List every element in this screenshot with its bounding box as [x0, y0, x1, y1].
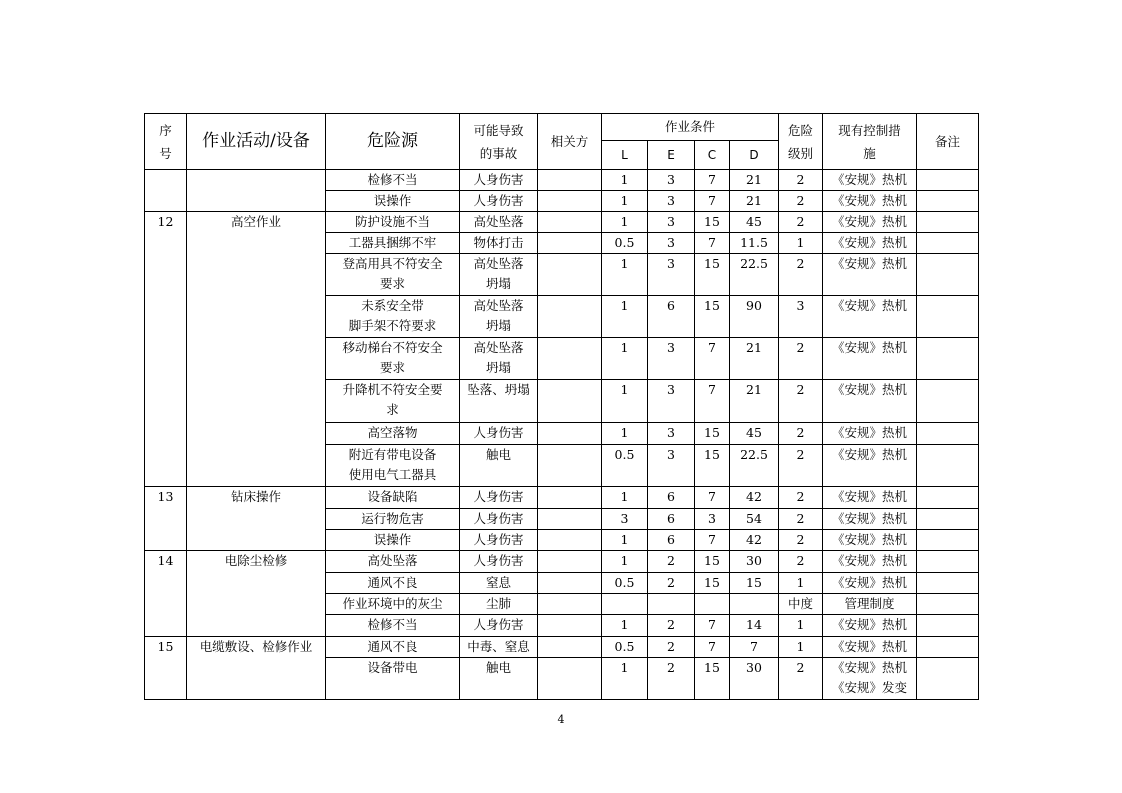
- hazard-cell-line: 误操作: [373, 193, 412, 208]
- party-cell: [538, 594, 602, 615]
- control-cell: [823, 191, 917, 212]
- control-cell-line: 管理制度: [844, 596, 895, 611]
- accident-cell-line: 人身伤害: [473, 489, 524, 504]
- remark-cell: [917, 487, 979, 509]
- hazard-cell: [326, 170, 460, 191]
- accident-cell-line: 触电: [485, 660, 511, 675]
- hazard-cell-line: 求: [386, 402, 399, 417]
- value-level-cell: 2: [779, 530, 823, 551]
- row-number: 12: [145, 212, 187, 487]
- value-c-cell: 15: [695, 573, 730, 594]
- accident-cell: [460, 423, 538, 445]
- hazard-cell-line: 防护设施不当: [354, 214, 430, 229]
- control-cell: [823, 637, 917, 658]
- value-d-cell: 7: [730, 637, 779, 658]
- row-number: 15: [145, 637, 187, 700]
- party-cell: [538, 658, 602, 700]
- table-header: [145, 114, 979, 170]
- accident-cell: [460, 573, 538, 594]
- value-c-cell: 7: [695, 487, 730, 509]
- value-e-cell: 3: [648, 445, 695, 487]
- page-number: 4: [557, 713, 565, 726]
- accident-cell: [460, 338, 538, 380]
- header-accident: 可能导致 的事故: [460, 114, 538, 170]
- value-l-cell: 1: [602, 423, 648, 445]
- hazard-cell-line: 检修不当: [367, 617, 418, 632]
- control-cell: [823, 212, 917, 233]
- value-l-cell: [602, 594, 648, 615]
- value-d-cell: 30: [730, 551, 779, 573]
- accident-cell: [460, 170, 538, 191]
- accident-cell-line: 人身伤害: [473, 425, 524, 440]
- control-cell-line: 《安规》热机: [832, 172, 908, 187]
- party-cell: [538, 191, 602, 212]
- value-c-cell: 7: [695, 530, 730, 551]
- control-cell: [823, 487, 917, 509]
- table-body: [145, 170, 979, 700]
- control-cell-line: 《安规》热机: [832, 575, 908, 590]
- control-cell: [823, 509, 917, 530]
- header-hazard: 危险源: [326, 114, 460, 170]
- party-cell: [538, 445, 602, 487]
- value-l-cell: 1: [602, 338, 648, 380]
- accident-cell-line: 坍塌: [485, 360, 511, 375]
- control-cell: [823, 594, 917, 615]
- accident-cell-line: 人身伤害: [473, 193, 524, 208]
- value-level-cell: 1: [779, 615, 823, 637]
- value-d-cell: 42: [730, 487, 779, 509]
- hazard-cell-line: 要求: [379, 360, 405, 375]
- control-cell: [823, 445, 917, 487]
- hazard-cell-line: 检修不当: [367, 172, 418, 187]
- value-d-cell: 22.5: [730, 445, 779, 487]
- value-level-cell: 2: [779, 445, 823, 487]
- value-d-cell: 21: [730, 338, 779, 380]
- value-d-cell: 45: [730, 423, 779, 445]
- accident-cell: [460, 380, 538, 423]
- header-l: L: [602, 141, 648, 170]
- control-cell: [823, 233, 917, 254]
- remark-cell: [917, 233, 979, 254]
- value-c-cell: 7: [695, 191, 730, 212]
- accident-cell-line: 人身伤害: [473, 172, 524, 187]
- value-level-cell: 2: [779, 658, 823, 700]
- accident-cell-line: 触电: [485, 447, 511, 462]
- control-cell: [823, 338, 917, 380]
- header-no: 序 号: [145, 114, 187, 170]
- control-cell: [823, 254, 917, 296]
- value-e-cell: 2: [648, 573, 695, 594]
- accident-cell: [460, 233, 538, 254]
- remark-cell: [917, 380, 979, 423]
- party-cell: [538, 212, 602, 233]
- value-c-cell: 15: [695, 212, 730, 233]
- control-cell-line: 《安规》热机: [832, 489, 908, 504]
- value-l-cell: 1: [602, 551, 648, 573]
- value-level-cell: 2: [779, 380, 823, 423]
- control-cell: [823, 658, 917, 700]
- hazard-cell: [326, 551, 460, 573]
- accident-cell-line: 尘肺: [485, 596, 511, 611]
- party-cell: [538, 509, 602, 530]
- value-level-cell: 2: [779, 338, 823, 380]
- hazard-cell: [326, 191, 460, 212]
- value-l-cell: 1: [602, 296, 648, 338]
- value-e-cell: 3: [648, 423, 695, 445]
- accident-cell-line: 高处坠落: [473, 256, 524, 271]
- activity-cell: 电缆敷设、检修作业: [187, 637, 326, 700]
- accident-cell-line: 坠落、坍塌: [467, 382, 530, 397]
- value-e-cell: 6: [648, 296, 695, 338]
- value-d-cell: [730, 594, 779, 615]
- control-cell-line: 《安规》热机: [832, 447, 908, 462]
- header-control: 现有控制措 施: [823, 114, 917, 170]
- table-row: [145, 170, 979, 191]
- hazard-cell-line: 高空落物: [367, 425, 418, 440]
- value-l-cell: 1: [602, 212, 648, 233]
- table-row: [145, 487, 979, 509]
- accident-cell: [460, 615, 538, 637]
- remark-cell: [917, 254, 979, 296]
- row-number: [145, 170, 187, 212]
- value-level-cell: 2: [779, 509, 823, 530]
- accident-cell: [460, 551, 538, 573]
- hazard-cell-line: 设备带电: [367, 660, 418, 675]
- hazard-cell: [326, 380, 460, 423]
- value-e-cell: 2: [648, 615, 695, 637]
- accident-cell: [460, 530, 538, 551]
- remark-cell: [917, 573, 979, 594]
- remark-cell: [917, 637, 979, 658]
- value-l-cell: 3: [602, 509, 648, 530]
- control-cell-line: 《安规》热机: [832, 214, 908, 229]
- remark-cell: [917, 530, 979, 551]
- header-e: E: [648, 141, 695, 170]
- hazard-cell-line: 移动梯台不符安全: [342, 340, 443, 355]
- value-e-cell: 2: [648, 637, 695, 658]
- hazard-cell: [326, 637, 460, 658]
- hazard-cell: [326, 338, 460, 380]
- header-level: 危险 级别: [779, 114, 823, 170]
- activity-cell: 钻床操作: [187, 487, 326, 551]
- accident-cell: [460, 191, 538, 212]
- party-cell: [538, 233, 602, 254]
- value-c-cell: 15: [695, 445, 730, 487]
- hazard-cell: [326, 296, 460, 338]
- remark-cell: [917, 551, 979, 573]
- value-e-cell: [648, 594, 695, 615]
- hazard-cell-line: 误操作: [373, 532, 412, 547]
- value-l-cell: 0.5: [602, 233, 648, 254]
- value-e-cell: 2: [648, 551, 695, 573]
- header-d: D: [730, 141, 779, 170]
- value-level-cell: 2: [779, 254, 823, 296]
- value-l-cell: 1: [602, 658, 648, 700]
- remark-cell: [917, 338, 979, 380]
- control-cell-line: 《安规》热机: [832, 193, 908, 208]
- hazard-cell-line: 工器具捆绑不牢: [348, 235, 437, 250]
- remark-cell: [917, 423, 979, 445]
- hazard-cell: [326, 212, 460, 233]
- control-cell: [823, 615, 917, 637]
- hazard-cell: [326, 254, 460, 296]
- accident-cell: [460, 212, 538, 233]
- party-cell: [538, 530, 602, 551]
- hazard-cell: [326, 530, 460, 551]
- remark-cell: [917, 445, 979, 487]
- hazard-cell: [326, 509, 460, 530]
- value-d-cell: 21: [730, 170, 779, 191]
- control-cell: [823, 380, 917, 423]
- value-d-cell: 42: [730, 530, 779, 551]
- party-cell: [538, 423, 602, 445]
- value-l-cell: 0.5: [602, 445, 648, 487]
- hazard-cell: [326, 233, 460, 254]
- hazard-cell: [326, 487, 460, 509]
- value-level-cell: 2: [779, 170, 823, 191]
- accident-cell-line: 人身伤害: [473, 553, 524, 568]
- accident-cell-line: 物体打击: [473, 235, 524, 250]
- accident-cell: [460, 487, 538, 509]
- value-level-cell: 3: [779, 296, 823, 338]
- control-cell-line: 《安规》热机: [832, 382, 908, 397]
- control-cell: [823, 530, 917, 551]
- header-conditions: 作业条件: [602, 114, 779, 141]
- value-d-cell: 15: [730, 573, 779, 594]
- accident-cell: [460, 445, 538, 487]
- remark-cell: [917, 615, 979, 637]
- control-cell-line: 《安规》热机: [832, 340, 908, 355]
- value-c-cell: 7: [695, 233, 730, 254]
- value-level-cell: 1: [779, 573, 823, 594]
- accident-cell-line: 坍塌: [485, 276, 511, 291]
- value-l-cell: 1: [602, 487, 648, 509]
- value-d-cell: 14: [730, 615, 779, 637]
- activity-cell: 电除尘检修: [187, 551, 326, 637]
- value-c-cell: 15: [695, 423, 730, 445]
- table-row: [145, 551, 979, 573]
- value-l-cell: 1: [602, 380, 648, 423]
- table-row: [145, 212, 979, 233]
- party-cell: [538, 380, 602, 423]
- control-cell-line: 《安规》热机: [832, 553, 908, 568]
- control-cell: [823, 573, 917, 594]
- hazard-cell-line: 作业环境中的灰尘: [342, 596, 443, 611]
- accident-cell: [460, 658, 538, 700]
- value-l-cell: 1: [602, 191, 648, 212]
- hazard-cell-line: 高处坠落: [367, 553, 418, 568]
- party-cell: [538, 637, 602, 658]
- header-activity: 作业活动/设备: [187, 114, 326, 170]
- accident-cell: [460, 296, 538, 338]
- hazard-cell-line: 要求: [379, 276, 405, 291]
- accident-cell-line: 窒息: [485, 575, 511, 590]
- value-l-cell: 1: [602, 530, 648, 551]
- control-cell: [823, 296, 917, 338]
- accident-cell: [460, 254, 538, 296]
- party-cell: [538, 573, 602, 594]
- value-l-cell: 1: [602, 254, 648, 296]
- value-level-cell: 2: [779, 551, 823, 573]
- value-level-cell: 2: [779, 191, 823, 212]
- accident-cell: [460, 637, 538, 658]
- value-e-cell: 6: [648, 509, 695, 530]
- activity-cell: [187, 170, 326, 212]
- hazard-cell-line: 脚手架不符要求: [348, 318, 437, 333]
- accident-cell-line: 人身伤害: [473, 511, 524, 526]
- value-e-cell: 3: [648, 170, 695, 191]
- hazard-cell-line: 通风不良: [367, 639, 418, 654]
- value-c-cell: 7: [695, 615, 730, 637]
- value-e-cell: 3: [648, 212, 695, 233]
- value-c-cell: 7: [695, 637, 730, 658]
- value-e-cell: 3: [648, 233, 695, 254]
- hazard-cell-line: 通风不良: [367, 575, 418, 590]
- remark-cell: [917, 212, 979, 233]
- accident-cell-line: 高处坠落: [473, 214, 524, 229]
- accident-cell: [460, 509, 538, 530]
- table-row: [145, 637, 979, 658]
- remark-cell: [917, 296, 979, 338]
- value-d-cell: 54: [730, 509, 779, 530]
- activity-cell: 高空作业: [187, 212, 326, 487]
- value-l-cell: 0.5: [602, 637, 648, 658]
- value-c-cell: 15: [695, 296, 730, 338]
- value-d-cell: 30: [730, 658, 779, 700]
- value-e-cell: 3: [648, 380, 695, 423]
- value-level-cell: 中度: [779, 594, 823, 615]
- value-e-cell: 2: [648, 658, 695, 700]
- accident-cell-line: 人身伤害: [473, 532, 524, 547]
- accident-cell: [460, 594, 538, 615]
- remark-cell: [917, 509, 979, 530]
- value-c-cell: 15: [695, 551, 730, 573]
- row-number: 14: [145, 551, 187, 637]
- accident-cell-line: 高处坠落: [473, 298, 524, 313]
- hazard-cell: [326, 573, 460, 594]
- value-level-cell: 1: [779, 233, 823, 254]
- value-d-cell: 11.5: [730, 233, 779, 254]
- accident-cell-line: 人身伤害: [473, 617, 524, 632]
- hazard-cell-line: 登高用具不符安全: [342, 256, 443, 271]
- value-d-cell: 21: [730, 191, 779, 212]
- hazard-cell-line: 设备缺陷: [367, 489, 418, 504]
- hazard-cell-line: 未系安全带: [361, 298, 424, 313]
- remark-cell: [917, 658, 979, 700]
- value-e-cell: 3: [648, 191, 695, 212]
- party-cell: [538, 615, 602, 637]
- value-level-cell: 2: [779, 212, 823, 233]
- hazard-cell: [326, 615, 460, 637]
- hazard-cell-line: 运行物危害: [361, 511, 424, 526]
- hazard-cell-line: 附近有带电设备: [348, 447, 437, 462]
- value-level-cell: 2: [779, 487, 823, 509]
- remark-cell: [917, 191, 979, 212]
- value-c-cell: [695, 594, 730, 615]
- accident-cell-line: 坍塌: [485, 318, 511, 333]
- value-c-cell: 3: [695, 509, 730, 530]
- remark-cell: [917, 594, 979, 615]
- row-number: 13: [145, 487, 187, 551]
- value-l-cell: 1: [602, 615, 648, 637]
- hazard-cell: [326, 658, 460, 700]
- value-e-cell: 6: [648, 530, 695, 551]
- value-level-cell: 1: [779, 637, 823, 658]
- header-party: 相关方: [538, 114, 602, 170]
- value-d-cell: 22.5: [730, 254, 779, 296]
- control-cell-line: 《安规》热机: [832, 235, 908, 250]
- value-c-cell: 7: [695, 170, 730, 191]
- control-cell-line: 《安规》热机: [832, 639, 908, 654]
- value-e-cell: 3: [648, 338, 695, 380]
- value-level-cell: 2: [779, 423, 823, 445]
- value-d-cell: 45: [730, 212, 779, 233]
- party-cell: [538, 338, 602, 380]
- hazard-cell-line: 升降机不符安全要: [342, 382, 443, 397]
- value-c-cell: 7: [695, 338, 730, 380]
- value-l-cell: 1: [602, 170, 648, 191]
- accident-cell-line: 中毒、窒息: [467, 639, 530, 654]
- control-cell-line: 《安规》热机: [832, 511, 908, 526]
- hazard-cell: [326, 445, 460, 487]
- party-cell: [538, 254, 602, 296]
- remark-cell: [917, 170, 979, 191]
- control-cell-line: 《安规》热机: [832, 532, 908, 547]
- value-d-cell: 90: [730, 296, 779, 338]
- control-cell-line: 《安规》热机: [832, 298, 908, 313]
- accident-cell-line: 高处坠落: [473, 340, 524, 355]
- party-cell: [538, 551, 602, 573]
- control-cell-line: 《安规》发变: [832, 680, 908, 695]
- value-l-cell: 0.5: [602, 573, 648, 594]
- value-c-cell: 15: [695, 658, 730, 700]
- control-cell: [823, 551, 917, 573]
- value-d-cell: 21: [730, 380, 779, 423]
- header-c: C: [695, 141, 730, 170]
- hazard-cell: [326, 423, 460, 445]
- control-cell: [823, 423, 917, 445]
- value-e-cell: 3: [648, 254, 695, 296]
- party-cell: [538, 170, 602, 191]
- header-remark: 备注: [917, 114, 979, 170]
- control-cell-line: 《安规》热机: [832, 425, 908, 440]
- control-cell-line: 《安规》热机: [832, 660, 908, 675]
- value-c-cell: 15: [695, 254, 730, 296]
- party-cell: [538, 487, 602, 509]
- value-c-cell: 7: [695, 380, 730, 423]
- party-cell: [538, 296, 602, 338]
- control-cell-line: 《安规》热机: [832, 256, 908, 271]
- control-cell: [823, 170, 917, 191]
- control-cell-line: 《安规》热机: [832, 617, 908, 632]
- hazard-cell: [326, 594, 460, 615]
- risk-assessment-table: [144, 113, 979, 700]
- value-e-cell: 6: [648, 487, 695, 509]
- hazard-cell-line: 使用电气工器具: [348, 467, 437, 482]
